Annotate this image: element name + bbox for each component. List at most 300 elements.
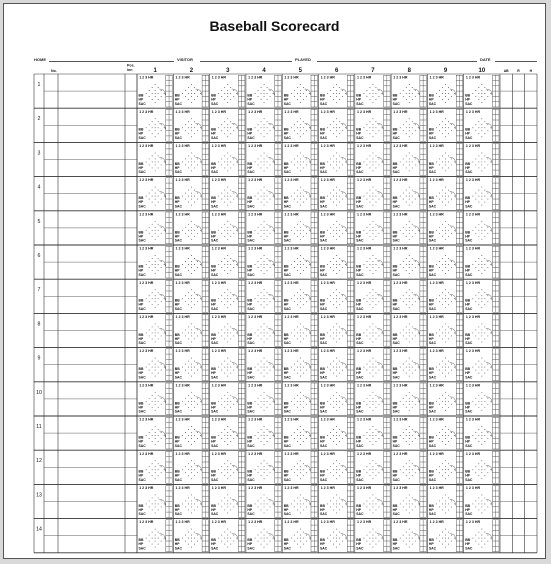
at-bat-cell[interactable] bbox=[393, 109, 427, 141]
diamond-dot bbox=[233, 370, 234, 371]
at-bat-cell[interactable] bbox=[356, 349, 390, 381]
at-bat-cell[interactable] bbox=[284, 451, 318, 483]
at-bat-cell[interactable] bbox=[356, 383, 390, 415]
at-bat-cell[interactable] bbox=[429, 520, 463, 552]
diamond-dot bbox=[221, 158, 222, 159]
at-bat-cell[interactable] bbox=[284, 486, 318, 518]
at-bat-cell[interactable] bbox=[139, 486, 173, 518]
diamond-dot bbox=[227, 332, 228, 333]
pitch-count-boxes bbox=[196, 212, 209, 244]
at-bat-cell[interactable] bbox=[211, 109, 245, 141]
diamond-dot bbox=[406, 332, 407, 333]
sac-label: SAC bbox=[356, 170, 364, 175]
at-bat-cell[interactable] bbox=[465, 486, 499, 518]
diamond-dot bbox=[152, 361, 153, 362]
diamond-dot bbox=[230, 127, 231, 128]
diamond-dot bbox=[267, 264, 268, 265]
bases-label: 1 2 3 HR bbox=[175, 109, 190, 114]
diamond-dot bbox=[158, 304, 159, 305]
diamond-dot bbox=[412, 155, 413, 156]
at-bat-cell[interactable] bbox=[175, 144, 209, 176]
diamond-dot bbox=[227, 90, 228, 91]
inning-header: 4 bbox=[262, 68, 266, 74]
at-bat-cell[interactable] bbox=[284, 212, 318, 244]
at-bat-cell[interactable] bbox=[356, 315, 390, 347]
sac-label: SAC bbox=[211, 512, 219, 517]
diamond-dot bbox=[155, 426, 156, 427]
diamond-dot bbox=[294, 233, 295, 234]
at-bat-cell[interactable] bbox=[465, 178, 499, 210]
bases-label: 1 2 3 HR bbox=[211, 486, 226, 490]
at-bat-cell[interactable] bbox=[284, 246, 318, 278]
at-bat-cell[interactable] bbox=[211, 520, 245, 552]
diamond-dot bbox=[155, 398, 156, 399]
at-bat-cell[interactable] bbox=[139, 246, 173, 278]
at-bat-cell[interactable] bbox=[211, 212, 245, 244]
at-bat-cell[interactable] bbox=[320, 109, 354, 141]
at-bat-cell[interactable] bbox=[429, 109, 463, 141]
diamond-dot bbox=[233, 364, 234, 365]
at-bat-cell[interactable] bbox=[429, 178, 463, 210]
at-bat-cell[interactable] bbox=[320, 451, 354, 483]
at-bat-cell[interactable] bbox=[247, 383, 281, 415]
at-bat-cell[interactable] bbox=[139, 383, 173, 415]
at-bat-cell[interactable] bbox=[320, 280, 354, 312]
diamond-dot bbox=[409, 478, 410, 479]
diamond-dot bbox=[182, 503, 183, 504]
at-bat-cell[interactable] bbox=[320, 178, 354, 210]
diamond-dot bbox=[370, 532, 371, 533]
sac-label: SAC bbox=[211, 546, 219, 551]
bases-label: 1 2 3 HR bbox=[248, 486, 263, 490]
hp-label: HP bbox=[138, 302, 144, 307]
diamond-dot bbox=[445, 432, 446, 433]
diamond-dot bbox=[336, 127, 337, 128]
diamond-dot bbox=[409, 127, 410, 128]
at-bat-cell[interactable] bbox=[393, 246, 427, 278]
diamond-dot bbox=[330, 267, 331, 268]
diamond-dot bbox=[218, 367, 219, 368]
at-bat-cell[interactable] bbox=[175, 417, 209, 449]
diamond-dot bbox=[264, 273, 265, 274]
at-bat-cell[interactable] bbox=[211, 451, 245, 483]
diamond-dot bbox=[267, 407, 268, 408]
at-bat-cell[interactable] bbox=[175, 520, 209, 552]
diamond-dot bbox=[297, 497, 298, 498]
at-bat-cell[interactable] bbox=[139, 144, 173, 176]
at-bat-cell[interactable] bbox=[247, 144, 281, 176]
diamond-dot bbox=[227, 404, 228, 405]
at-bat-cell[interactable] bbox=[139, 451, 173, 483]
at-bat-cell[interactable] bbox=[284, 109, 318, 141]
diamond-dot bbox=[403, 535, 404, 536]
diamond-dot bbox=[330, 398, 331, 399]
diamond-dot bbox=[412, 292, 413, 293]
diamond-dot bbox=[406, 497, 407, 498]
diamond-dot bbox=[152, 435, 153, 436]
diamond-dot bbox=[475, 301, 476, 302]
diamond-dot bbox=[224, 435, 225, 436]
at-bat-cell[interactable] bbox=[429, 383, 463, 415]
diamond-dot bbox=[451, 335, 452, 336]
at-bat-cell[interactable] bbox=[356, 109, 390, 141]
at-bat-cell[interactable] bbox=[356, 280, 390, 312]
at-bat-cell[interactable] bbox=[429, 246, 463, 278]
diamond-dot bbox=[155, 478, 156, 479]
at-bat-cell[interactable] bbox=[465, 383, 499, 415]
at-bat-cell[interactable] bbox=[247, 280, 281, 312]
at-bat-cell[interactable] bbox=[465, 280, 499, 312]
diamond-dot bbox=[487, 535, 488, 536]
diamond-dot bbox=[264, 127, 265, 128]
at-bat-cell[interactable] bbox=[429, 280, 463, 312]
at-bat-cell[interactable] bbox=[356, 246, 390, 278]
at-bat-cell[interactable] bbox=[284, 520, 318, 552]
at-bat-cell[interactable] bbox=[139, 109, 173, 141]
at-bat-cell[interactable] bbox=[175, 383, 209, 415]
diamond-dot bbox=[191, 432, 192, 433]
at-bat-cell[interactable] bbox=[175, 486, 209, 518]
at-bat-cell[interactable] bbox=[284, 417, 318, 449]
at-bat-cell[interactable] bbox=[393, 520, 427, 552]
at-bat-cell[interactable] bbox=[175, 212, 209, 244]
diamond-dot bbox=[230, 509, 231, 510]
diamond-dot bbox=[218, 93, 219, 94]
at-bat-cell[interactable] bbox=[211, 144, 245, 176]
at-bat-cell[interactable] bbox=[247, 178, 281, 210]
at-bat-cell[interactable] bbox=[393, 417, 427, 449]
at-bat-cell[interactable] bbox=[139, 349, 173, 381]
diamond-dot bbox=[481, 289, 482, 290]
at-bat-cell[interactable] bbox=[465, 212, 499, 244]
diamond-dot bbox=[152, 441, 153, 442]
diamond-dot bbox=[191, 370, 192, 371]
at-bat-cell[interactable] bbox=[320, 486, 354, 518]
diamond-dot bbox=[297, 87, 298, 88]
diamond-dot bbox=[227, 164, 228, 165]
at-bat-cell[interactable] bbox=[247, 417, 281, 449]
diamond-dot bbox=[439, 506, 440, 507]
diamond-dot bbox=[484, 503, 485, 504]
diamond-dot bbox=[264, 469, 265, 470]
sac-label: SAC bbox=[247, 409, 255, 414]
diamond-dots bbox=[255, 255, 274, 274]
at-bat-cell[interactable] bbox=[429, 417, 463, 449]
diamond-dot bbox=[300, 478, 301, 479]
at-bat-cell[interactable] bbox=[211, 246, 245, 278]
diamond-dot bbox=[406, 304, 407, 305]
at-bat-cell[interactable] bbox=[175, 349, 209, 381]
at-bat-cell[interactable] bbox=[320, 212, 354, 244]
hp-label: HP bbox=[320, 165, 325, 170]
diamond-dot bbox=[233, 535, 234, 536]
at-bat-cell[interactable] bbox=[393, 280, 427, 312]
at-bat-cell[interactable] bbox=[284, 383, 318, 415]
at-bat-cell[interactable] bbox=[429, 315, 463, 347]
diamond-dot bbox=[300, 261, 301, 262]
at-bat-cell[interactable] bbox=[393, 383, 427, 415]
at-bat-cell[interactable] bbox=[320, 315, 354, 347]
at-bat-cell[interactable] bbox=[211, 75, 245, 107]
bases-label: 1 2 3 HR bbox=[320, 451, 335, 456]
diamond-dots bbox=[218, 187, 237, 206]
diamond-dot bbox=[270, 124, 271, 125]
diamond-dot bbox=[336, 367, 337, 368]
at-bat-cell[interactable] bbox=[211, 315, 245, 347]
at-bat-cell[interactable] bbox=[284, 280, 318, 312]
diamond-dot bbox=[448, 332, 449, 333]
at-bat-cell[interactable] bbox=[175, 315, 209, 347]
at-bat-cell[interactable] bbox=[429, 349, 463, 381]
diamond-dot bbox=[273, 161, 274, 162]
diamond-dot bbox=[439, 90, 440, 91]
diamond-dot bbox=[230, 407, 231, 408]
diamond-dot bbox=[475, 432, 476, 433]
bb-label: BB bbox=[283, 93, 289, 98]
diamond-dot bbox=[487, 472, 488, 473]
at-bat-cell[interactable] bbox=[393, 212, 427, 244]
at-bat-cell[interactable] bbox=[175, 246, 209, 278]
at-bat-cell[interactable] bbox=[247, 212, 281, 244]
diamond-dot bbox=[188, 373, 189, 374]
out-arc bbox=[305, 328, 311, 334]
at-bat-cell[interactable] bbox=[211, 349, 245, 381]
at-bat-cell[interactable] bbox=[139, 75, 173, 107]
at-bat-cell[interactable] bbox=[139, 280, 173, 312]
pitch-count-boxes bbox=[196, 109, 209, 141]
at-bat-cell[interactable] bbox=[465, 349, 499, 381]
at-bat-cell[interactable] bbox=[393, 486, 427, 518]
at-bat-cell[interactable] bbox=[356, 451, 390, 483]
at-bat-cell[interactable] bbox=[284, 349, 318, 381]
diamond-dot bbox=[418, 435, 419, 436]
at-bat-cell[interactable] bbox=[247, 75, 281, 107]
diamond-dot bbox=[152, 270, 153, 271]
diamond-dot bbox=[194, 435, 195, 436]
sac-label: SAC bbox=[320, 546, 328, 551]
pitch-count-boxes bbox=[413, 246, 426, 278]
pitch-count-boxes bbox=[450, 520, 463, 552]
diamond-dots bbox=[436, 323, 455, 342]
diamond-dot bbox=[345, 93, 346, 94]
at-bat-cell[interactable] bbox=[139, 178, 173, 210]
diamond-dot bbox=[230, 93, 231, 94]
at-bat-cell[interactable] bbox=[175, 75, 209, 107]
diamond-dot bbox=[158, 544, 159, 545]
diamond-dot bbox=[155, 529, 156, 530]
at-bat-cell[interactable] bbox=[356, 520, 390, 552]
hp-label: HP bbox=[283, 439, 289, 444]
at-bat-cell[interactable] bbox=[465, 109, 499, 141]
diamond-dot bbox=[484, 87, 485, 88]
diamond-dot bbox=[191, 364, 192, 365]
diamond-dot bbox=[376, 401, 377, 402]
diamond-dot bbox=[197, 301, 198, 302]
at-bat-cell[interactable] bbox=[211, 417, 245, 449]
at-bat-cell[interactable] bbox=[465, 417, 499, 449]
out-arc bbox=[305, 397, 311, 403]
at-bat-cell[interactable] bbox=[247, 486, 281, 518]
at-bat-cell[interactable] bbox=[175, 109, 209, 141]
diamond-dots bbox=[400, 529, 419, 548]
diamond-dot bbox=[382, 264, 383, 265]
diamond-dot bbox=[261, 338, 262, 339]
at-bat-cell[interactable] bbox=[284, 315, 318, 347]
pitch-count-boxes bbox=[305, 520, 318, 552]
diamond-dot bbox=[373, 332, 374, 333]
at-bat-cell[interactable] bbox=[393, 75, 427, 107]
at-bat-cell[interactable] bbox=[465, 144, 499, 176]
at-bat-cell[interactable] bbox=[284, 178, 318, 210]
at-bat-cell[interactable] bbox=[211, 280, 245, 312]
diamond-dot bbox=[182, 298, 183, 299]
at-bat-cell[interactable] bbox=[356, 212, 390, 244]
diamond-dot bbox=[306, 124, 307, 125]
at-bat-cell[interactable] bbox=[139, 520, 173, 552]
at-bat-cell[interactable] bbox=[429, 75, 463, 107]
at-bat-cell[interactable] bbox=[356, 144, 390, 176]
at-bat-cell[interactable] bbox=[320, 520, 354, 552]
diamond-dot bbox=[236, 264, 237, 265]
at-bat-cell[interactable] bbox=[356, 486, 390, 518]
diamond-dot bbox=[484, 264, 485, 265]
at-bat-cell[interactable] bbox=[175, 280, 209, 312]
at-bat-cell[interactable] bbox=[320, 75, 354, 107]
at-bat-cell[interactable] bbox=[320, 349, 354, 381]
diamond-dot bbox=[261, 469, 262, 470]
diamond-dot bbox=[264, 547, 265, 548]
at-bat-cell[interactable] bbox=[320, 417, 354, 449]
out-arc bbox=[486, 226, 492, 232]
at-bat-cell[interactable] bbox=[211, 486, 245, 518]
bb-label: BB bbox=[320, 367, 325, 372]
at-bat-cell[interactable] bbox=[247, 109, 281, 141]
at-bat-cell[interactable] bbox=[247, 349, 281, 381]
at-bat-cell[interactable] bbox=[393, 144, 427, 176]
at-bat-cell[interactable] bbox=[211, 178, 245, 210]
diamond-dot bbox=[264, 541, 265, 542]
diamond-dot bbox=[370, 292, 371, 293]
diamond-dot bbox=[191, 124, 192, 125]
hp-label: HP bbox=[465, 336, 470, 341]
at-bat-cell[interactable] bbox=[465, 75, 499, 107]
diamond-dot bbox=[379, 370, 380, 371]
diamond-dot bbox=[227, 124, 228, 125]
diamond-dot bbox=[261, 373, 262, 374]
sac-label: SAC bbox=[428, 443, 437, 448]
sac-label: SAC bbox=[320, 307, 328, 311]
at-bat-cell[interactable] bbox=[429, 486, 463, 518]
hp-label: HP bbox=[174, 542, 180, 547]
pitch-count-boxes bbox=[377, 349, 390, 381]
at-bat-cell[interactable] bbox=[139, 417, 173, 449]
diamond-dot bbox=[261, 407, 262, 408]
at-bat-cell[interactable] bbox=[393, 178, 427, 210]
diamond-dot bbox=[303, 401, 304, 402]
diamond-dot bbox=[297, 167, 298, 168]
diamond-dot bbox=[454, 503, 455, 504]
diamond-dot bbox=[409, 295, 410, 296]
diamond-dot bbox=[415, 370, 416, 371]
diamond-dot bbox=[146, 196, 147, 197]
diamond-dot bbox=[415, 506, 416, 507]
at-bat-cell[interactable] bbox=[247, 315, 281, 347]
diamond-dot bbox=[191, 227, 192, 228]
at-bat-cell[interactable] bbox=[465, 315, 499, 347]
bb-label: BB bbox=[392, 538, 398, 543]
diamond-dot bbox=[454, 435, 455, 436]
at-bat-cell[interactable] bbox=[393, 315, 427, 347]
diamond-dot bbox=[185, 364, 186, 365]
at-bat-cell[interactable] bbox=[247, 451, 281, 483]
diamond-dot bbox=[258, 500, 259, 501]
diamond-dot bbox=[445, 398, 446, 399]
diamond-dot bbox=[342, 398, 343, 399]
diamond-dots bbox=[400, 358, 419, 377]
diamond-dot bbox=[194, 230, 195, 231]
at-bat-cell[interactable] bbox=[320, 383, 354, 415]
at-bat-cell[interactable] bbox=[393, 349, 427, 381]
at-bat-cell[interactable] bbox=[284, 75, 318, 107]
hp-label: HP bbox=[174, 371, 180, 376]
out-arc bbox=[377, 192, 383, 198]
diamond-dot bbox=[161, 541, 162, 542]
at-bat-cell[interactable] bbox=[356, 178, 390, 210]
at-bat-cell[interactable] bbox=[320, 246, 354, 278]
at-bat-cell[interactable] bbox=[247, 246, 281, 278]
pitch-count-boxes bbox=[450, 315, 463, 347]
diamond-dot bbox=[412, 401, 413, 402]
diamond-dot bbox=[339, 538, 340, 539]
diamond-dot bbox=[400, 469, 401, 470]
at-bat-cell[interactable] bbox=[429, 212, 463, 244]
number-column-header: No. bbox=[51, 69, 57, 73]
at-bat-cell[interactable] bbox=[139, 315, 173, 347]
at-bat-cell[interactable] bbox=[429, 451, 463, 483]
diamond-dot bbox=[224, 224, 225, 225]
at-bat-cell[interactable] bbox=[465, 520, 499, 552]
at-bat-cell[interactable] bbox=[356, 417, 390, 449]
diamond-dot bbox=[367, 398, 368, 399]
at-bat-cell[interactable] bbox=[393, 451, 427, 483]
diamond-dot bbox=[224, 367, 225, 368]
diamond-dot bbox=[297, 326, 298, 327]
diamond-dot bbox=[439, 295, 440, 296]
diamond-dot bbox=[261, 87, 262, 88]
diamond-dot bbox=[342, 438, 343, 439]
at-bat-cell[interactable] bbox=[465, 451, 499, 483]
diamond-dot bbox=[376, 161, 377, 162]
diamond-dot bbox=[406, 429, 407, 430]
at-bat-cell[interactable] bbox=[139, 212, 173, 244]
diamond-dot bbox=[194, 429, 195, 430]
at-bat-cell[interactable] bbox=[356, 75, 390, 107]
at-bat-cell[interactable] bbox=[211, 383, 245, 415]
diamond-dot bbox=[339, 196, 340, 197]
diamond-dot bbox=[152, 298, 153, 299]
sac-label: SAC bbox=[428, 478, 437, 482]
at-bat-cell[interactable] bbox=[284, 144, 318, 176]
at-bat-cell[interactable] bbox=[465, 246, 499, 278]
out-arc bbox=[486, 328, 492, 334]
diamond-dot bbox=[445, 118, 446, 119]
at-bat-cell[interactable] bbox=[175, 451, 209, 483]
at-bat-cell[interactable] bbox=[320, 144, 354, 176]
at-bat-cell[interactable] bbox=[247, 520, 281, 552]
at-bat-cell[interactable] bbox=[429, 144, 463, 176]
pitch-count-boxes bbox=[377, 383, 390, 415]
at-bat-cell[interactable] bbox=[175, 178, 209, 210]
